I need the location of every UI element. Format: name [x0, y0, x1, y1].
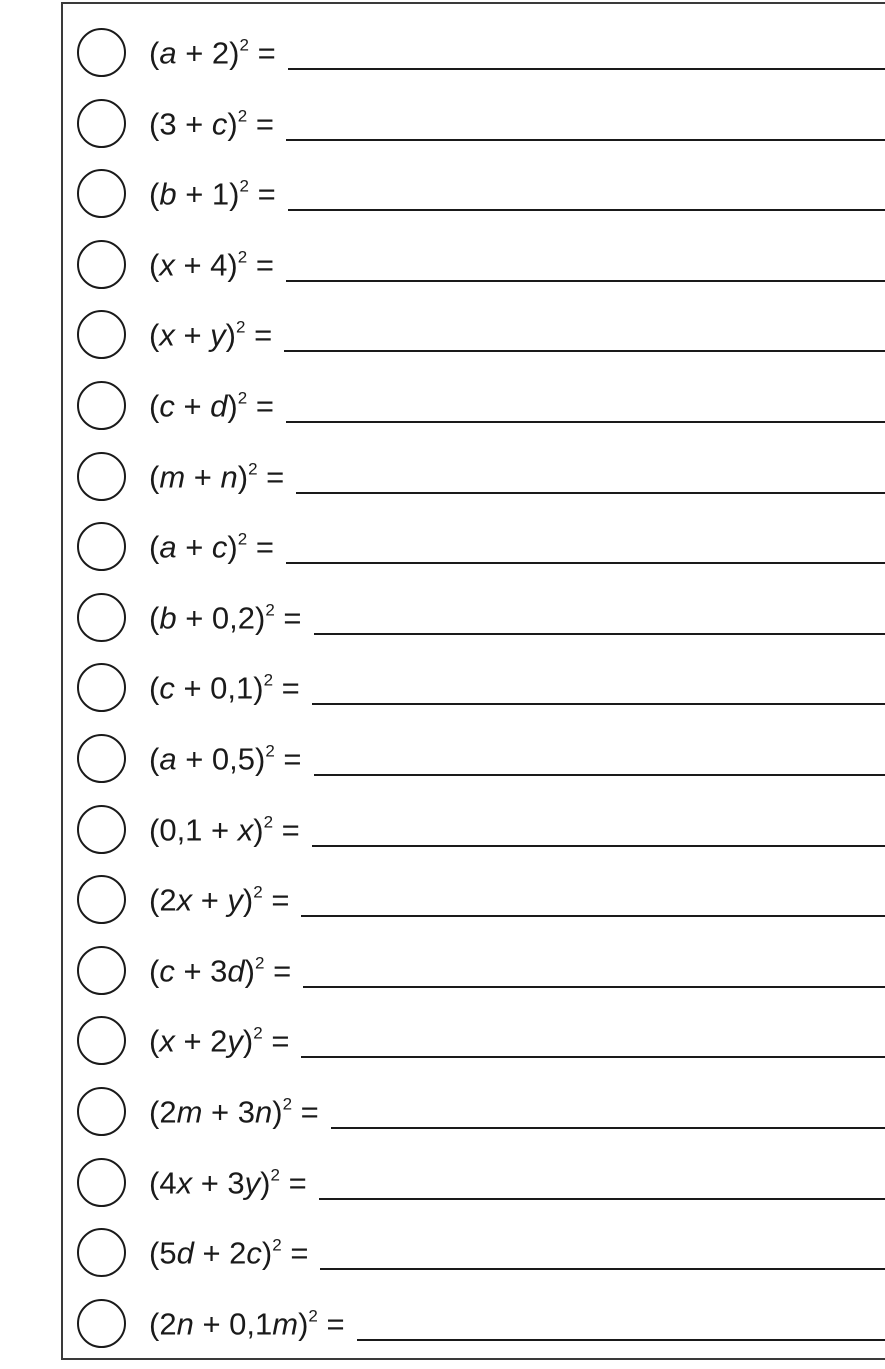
equals-sign: =	[247, 388, 274, 424]
expression	[149, 953, 292, 989]
exercise-row	[63, 230, 885, 300]
expression-text: (	[149, 388, 160, 424]
expression-variable: a	[159, 741, 177, 777]
expression	[149, 1306, 345, 1342]
expression-exponent: 2	[254, 953, 265, 973]
expression-text: )	[260, 1165, 271, 1201]
expression-text: + 3	[174, 953, 228, 989]
answer-blank-line[interactable]	[319, 1198, 885, 1200]
expression-variable: c	[211, 529, 228, 565]
answer-blank-line[interactable]	[286, 421, 885, 423]
expression-variable: x	[159, 247, 175, 283]
expression-text: (	[149, 317, 160, 353]
expression-text: + 0,1	[193, 1306, 273, 1342]
answer-blank-line[interactable]	[284, 350, 885, 352]
answer-blank-line[interactable]	[314, 633, 885, 635]
expression-variable: m	[159, 459, 186, 495]
answer-check-circle[interactable]	[77, 593, 126, 642]
expression-exponent: 2	[237, 529, 248, 549]
expression	[149, 1094, 319, 1130]
equals-sign: =	[279, 1165, 307, 1201]
answer-check-circle[interactable]	[77, 1228, 126, 1277]
expression-exponent: 2	[239, 176, 249, 196]
equals-sign: =	[257, 459, 285, 495]
expression-exponent: 2	[253, 1023, 263, 1043]
expression-text: (4	[149, 1165, 177, 1201]
expression-variable: y	[227, 1023, 243, 1059]
exercise-row	[63, 1006, 885, 1076]
equals-sign: =	[273, 812, 300, 848]
equals-sign: =	[248, 35, 276, 71]
answer-check-circle[interactable]	[77, 734, 126, 783]
expression-exponent: 2	[272, 1235, 282, 1255]
answer-check-circle[interactable]	[77, 522, 126, 571]
expression-exponent: 2	[253, 882, 263, 902]
expression-variable: y	[244, 1165, 261, 1201]
equals-sign: =	[248, 176, 276, 212]
equals-sign: =	[262, 882, 290, 918]
equals-sign: =	[274, 600, 302, 636]
equals-sign: =	[281, 1235, 309, 1271]
expression-variable: n	[176, 1306, 194, 1342]
answer-check-circle[interactable]	[77, 169, 126, 218]
exercise-row	[63, 1077, 885, 1147]
expression-text: )	[242, 882, 254, 918]
equals-sign: =	[245, 317, 273, 353]
expression-text: (	[149, 741, 160, 777]
expression-text: (2	[149, 882, 177, 918]
expression-exponent: 2	[270, 1165, 280, 1185]
expression-exponent: 2	[237, 388, 248, 408]
expression-variable: y	[227, 882, 243, 918]
expression-text: +	[185, 459, 221, 495]
expression-variable: c	[246, 1235, 262, 1271]
exercise-row	[63, 1218, 885, 1288]
expression-variable: c	[159, 388, 175, 424]
answer-blank-line[interactable]	[296, 492, 885, 494]
exercise-sheet	[61, 2, 885, 1360]
expression-variable: d	[210, 388, 228, 424]
expression-text: +	[174, 317, 211, 353]
expression-exponent: 2	[248, 459, 258, 479]
expression-variable: a	[159, 35, 177, 71]
equals-sign: =	[264, 953, 292, 989]
expression-exponent: 2	[282, 1094, 293, 1114]
expression-variable: d	[227, 953, 245, 989]
expression-text: (2	[149, 1094, 177, 1130]
expression	[149, 741, 302, 777]
expression-exponent: 2	[265, 741, 275, 761]
expression-variable: c	[211, 106, 228, 142]
equals-sign: =	[317, 1306, 345, 1342]
expression-exponent: 2	[236, 317, 246, 337]
expression	[149, 1235, 309, 1271]
answer-blank-line[interactable]	[288, 209, 885, 211]
expression	[149, 1165, 307, 1201]
expression-text: )	[261, 1235, 273, 1271]
expression-text: (0,1 +	[149, 812, 238, 848]
expression-text: + 3	[202, 1094, 255, 1130]
expression	[149, 670, 300, 706]
expression-text: (	[149, 459, 160, 495]
equals-sign: =	[273, 670, 300, 706]
expression-text: (	[149, 600, 160, 636]
expression	[149, 317, 273, 353]
expression	[149, 35, 276, 71]
answer-check-circle[interactable]	[77, 1158, 126, 1207]
expression-variable: m	[272, 1306, 299, 1342]
answer-blank-line[interactable]	[303, 986, 885, 988]
expression-text: (	[149, 176, 160, 212]
expression-exponent: 2	[237, 106, 248, 126]
expression-text: (	[149, 953, 160, 989]
equals-sign: =	[274, 741, 302, 777]
expression-text: (5	[149, 1235, 177, 1271]
answer-check-circle[interactable]	[77, 1299, 126, 1348]
expression-text: )	[272, 1094, 283, 1130]
expression-variable: a	[159, 529, 177, 565]
answer-blank-line[interactable]	[312, 703, 885, 705]
expression-text: + 2)	[176, 35, 240, 71]
expression-text: )	[227, 106, 238, 142]
answer-check-circle[interactable]	[77, 663, 126, 712]
answer-blank-line[interactable]	[357, 1339, 885, 1341]
exercise-row	[63, 371, 885, 441]
expression	[149, 459, 285, 495]
equals-sign: =	[247, 247, 274, 283]
expression	[149, 529, 274, 565]
expression-text: + 1)	[176, 176, 240, 212]
expression-exponent: 2	[265, 600, 275, 620]
expression-variable: m	[176, 1094, 203, 1130]
expression-text: +	[192, 882, 228, 918]
expression-text: + 4)	[174, 247, 238, 283]
answer-check-circle[interactable]	[77, 99, 126, 148]
expression-variable: b	[159, 176, 177, 212]
expression-variable: c	[159, 953, 175, 989]
answer-blank-line[interactable]	[301, 1056, 885, 1058]
answer-blank-line[interactable]	[288, 68, 885, 70]
answer-check-circle[interactable]	[77, 1016, 126, 1065]
answer-check-circle[interactable]	[77, 240, 126, 289]
expression	[149, 247, 274, 283]
expression-variable: x	[159, 317, 175, 353]
expression-variable: b	[159, 600, 177, 636]
answer-check-circle[interactable]	[77, 310, 126, 359]
exercise-row	[63, 583, 885, 653]
expression-exponent: 2	[239, 35, 249, 55]
expression-text: )	[237, 459, 249, 495]
expression-variable: c	[159, 670, 175, 706]
expression-text: )	[244, 953, 255, 989]
answer-check-circle[interactable]	[77, 805, 126, 854]
exercise-row	[63, 1148, 885, 1218]
answer-check-circle[interactable]	[77, 875, 126, 924]
expression	[149, 106, 274, 142]
equals-sign: =	[292, 1094, 319, 1130]
exercise-row	[63, 442, 885, 512]
expression-exponent: 2	[237, 247, 248, 267]
expression	[149, 1023, 290, 1059]
exercise-row	[63, 724, 885, 794]
expression	[149, 600, 302, 636]
expression-text: (2	[149, 1306, 177, 1342]
equals-sign: =	[247, 106, 274, 142]
answer-blank-line[interactable]	[286, 280, 885, 282]
expression-text: + 2	[174, 1023, 228, 1059]
answer-blank-line[interactable]	[286, 562, 885, 564]
expression-text: (	[149, 1023, 160, 1059]
expression	[149, 388, 274, 424]
exercise-row	[63, 300, 885, 370]
answer-blank-line[interactable]	[312, 845, 885, 847]
answer-blank-line[interactable]	[286, 139, 885, 141]
expression-text: (3 +	[149, 106, 212, 142]
expression-exponent: 2	[263, 812, 274, 832]
equals-sign: =	[262, 1023, 290, 1059]
expression-text: + 0,2)	[176, 600, 266, 636]
expression-text: + 3	[192, 1165, 245, 1201]
expression-text: (	[149, 35, 160, 71]
expression-variable: x	[176, 882, 193, 918]
expression-variable: d	[176, 1235, 194, 1271]
exercise-row	[63, 512, 885, 582]
expression	[149, 812, 300, 848]
expression-text: +	[174, 388, 211, 424]
answer-check-circle[interactable]	[77, 946, 126, 995]
expression-text: (	[149, 670, 160, 706]
exercise-row	[63, 795, 885, 865]
exercise-row	[63, 18, 885, 88]
exercise-row	[63, 159, 885, 229]
expression-text: (	[149, 247, 160, 283]
answer-check-circle[interactable]	[77, 28, 126, 77]
expression-text: )	[298, 1306, 309, 1342]
expression-variable: n	[254, 1094, 273, 1130]
answer-blank-line[interactable]	[314, 774, 885, 776]
expression-text: )	[225, 317, 236, 353]
answer-check-circle[interactable]	[77, 1087, 126, 1136]
expression-text: (	[149, 529, 160, 565]
expression	[149, 882, 290, 918]
expression-text: + 0,1)	[174, 670, 264, 706]
expression-text: )	[253, 812, 264, 848]
expression-text: + 0,5)	[176, 741, 266, 777]
expression-exponent: 2	[263, 670, 274, 690]
expression-text: )	[227, 388, 238, 424]
exercise-row	[63, 653, 885, 723]
exercise-row	[63, 936, 885, 1006]
expression-text: +	[176, 529, 212, 565]
expression-variable: x	[159, 1023, 175, 1059]
expression-text: + 2	[193, 1235, 247, 1271]
exercise-row	[63, 89, 885, 159]
exercise-row	[63, 1289, 885, 1359]
expression	[149, 176, 276, 212]
exercise-row	[63, 865, 885, 935]
answer-blank-line[interactable]	[301, 915, 885, 917]
expression-variable: n	[220, 459, 238, 495]
answer-check-circle[interactable]	[77, 381, 126, 430]
expression-variable: y	[210, 317, 226, 353]
expression-variable: x	[176, 1165, 193, 1201]
expression-exponent: 2	[308, 1306, 318, 1326]
expression-variable: x	[237, 812, 254, 848]
equals-sign: =	[247, 529, 274, 565]
expression-text: )	[242, 1023, 254, 1059]
answer-blank-line[interactable]	[331, 1127, 885, 1129]
answer-blank-line[interactable]	[320, 1268, 885, 1270]
answer-check-circle[interactable]	[77, 452, 126, 501]
expression-text: )	[227, 529, 238, 565]
